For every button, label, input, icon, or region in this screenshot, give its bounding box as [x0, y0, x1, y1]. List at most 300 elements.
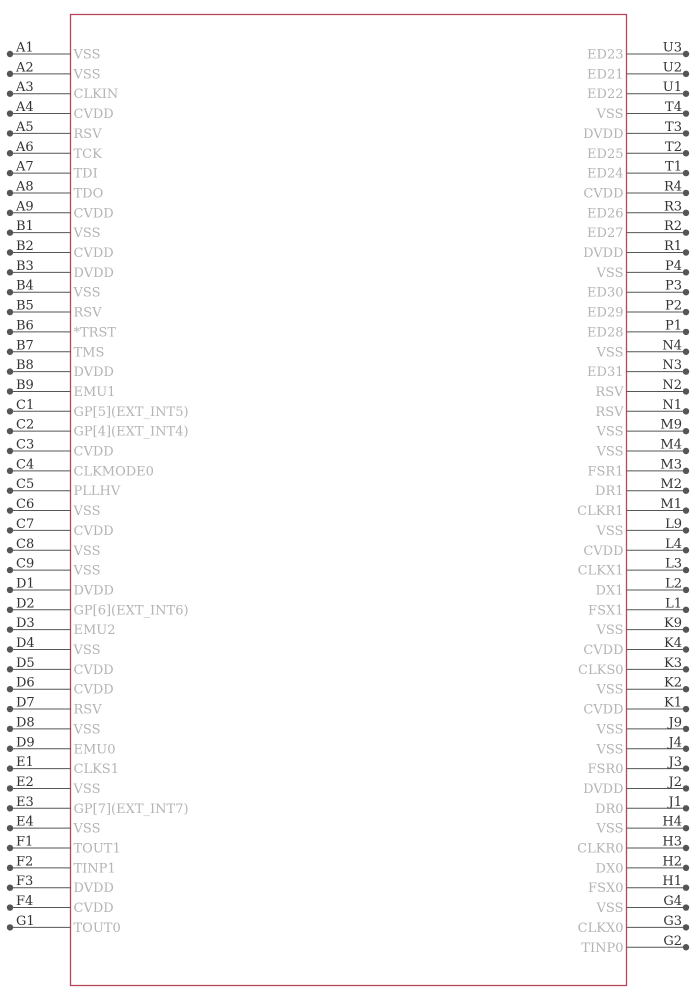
pin-endpoint-dot [7, 904, 13, 910]
pin-c2 [7, 418, 189, 440]
pin-a2 [7, 60, 101, 82]
pin-c4 [7, 457, 154, 479]
pin-name: DVDD [73, 365, 114, 381]
pin-name: FSR0 [587, 762, 624, 778]
pin-b6 [7, 318, 117, 340]
pin-endpoint-dot [683, 329, 689, 335]
pin-name: ED30 [587, 285, 624, 301]
pin-n4 [596, 338, 690, 360]
pin-d1 [7, 576, 114, 598]
pin-number: J2 [668, 774, 682, 790]
pin-name: CVDD [73, 901, 114, 917]
pin-name: ED25 [587, 146, 624, 162]
pin-number: G4 [663, 894, 682, 910]
pin-name: RSV [73, 305, 102, 321]
pin-number: B3 [16, 258, 34, 274]
pin-name: FSX0 [588, 881, 624, 897]
pin-name: DVDD [583, 781, 624, 797]
pin-number: T4 [665, 100, 682, 116]
pin-a4 [7, 100, 114, 122]
pin-h3 [577, 835, 689, 857]
pin-endpoint-dot [683, 944, 689, 950]
pin-endpoint-dot [7, 110, 13, 116]
pin-endpoint-dot [7, 210, 13, 216]
pin-endpoint-dot [7, 269, 13, 275]
pin-name: DVDD [73, 881, 114, 897]
pin-number: L9 [665, 516, 682, 532]
pin-endpoint-dot [7, 885, 13, 891]
pin-f3 [7, 874, 114, 896]
pin-name: CVDD [73, 682, 114, 698]
pin-n2 [595, 378, 689, 400]
pin-name: VSS [596, 523, 624, 539]
pin-name: CVDD [73, 444, 114, 460]
pin-name: CLKR1 [577, 504, 624, 520]
pin-name: DX0 [595, 861, 624, 877]
pin-endpoint-dot [683, 229, 689, 235]
pin-name: CVDD [583, 643, 624, 658]
pin-name: FSR1 [587, 464, 624, 480]
pin-endpoint-dot [683, 924, 689, 930]
pin-number: A3 [16, 80, 34, 96]
pin-number: A2 [16, 60, 34, 76]
pin-number: F2 [16, 854, 34, 870]
pin-number: C4 [16, 457, 35, 473]
pin-number: U1 [662, 80, 682, 96]
pin-number: T2 [665, 139, 682, 155]
pin-e2 [7, 775, 101, 797]
pin-number: J9 [668, 715, 682, 731]
pin-endpoint-dot [683, 765, 689, 771]
pin-number: C6 [16, 497, 35, 513]
pin-a3 [7, 80, 119, 102]
pin-l2 [596, 576, 690, 598]
pin-number: M9 [660, 417, 682, 433]
pin-endpoint-dot [7, 507, 13, 513]
pin-e3 [7, 795, 189, 817]
pin-t3 [583, 120, 689, 142]
pin-endpoint-dot [7, 488, 13, 494]
pin-endpoint-dot [683, 110, 689, 116]
pin-endpoint-dot [7, 51, 13, 57]
pin-c9 [7, 557, 101, 579]
pin-number: H2 [662, 854, 682, 870]
pin-name: CLKS1 [73, 762, 119, 778]
pin-d7 [7, 696, 102, 718]
pin-endpoint-dot [7, 428, 13, 434]
pin-number: C7 [16, 516, 35, 532]
pin-endpoint-dot [683, 150, 689, 156]
pin-endpoint-dot [683, 686, 689, 692]
pin-name: ED29 [587, 305, 624, 321]
pin-endpoint-dot [683, 388, 689, 394]
pin-endpoint-dot [683, 170, 689, 176]
pin-number: B5 [16, 298, 34, 314]
pin-d8 [7, 715, 101, 737]
pin-m2 [595, 477, 689, 499]
pin-d6 [7, 676, 114, 698]
pin-j9 [596, 715, 690, 737]
pin-r3 [587, 199, 689, 221]
pin-endpoint-dot [683, 567, 689, 573]
pin-name: CVDD [583, 186, 624, 202]
pin-number: C9 [16, 556, 35, 572]
pin-number: U2 [662, 60, 682, 76]
pin-name: VSS [596, 424, 624, 440]
pin-endpoint-dot [683, 309, 689, 315]
pin-l4 [583, 537, 689, 559]
pin-p4 [596, 259, 690, 281]
pin-endpoint-dot [683, 845, 689, 851]
pin-endpoint-dot [683, 805, 689, 811]
pin-number: A9 [16, 199, 34, 215]
pin-number: H1 [662, 874, 682, 890]
pin-endpoint-dot [7, 71, 13, 77]
pin-name: DVDD [583, 246, 624, 261]
pin-name: VSS [596, 722, 624, 738]
pin-name: VSS [596, 901, 624, 917]
pin-endpoint-dot [7, 726, 13, 732]
pin-endpoint-dot [7, 349, 13, 355]
pin-number: J1 [668, 794, 682, 810]
pin-endpoint-dot [683, 190, 689, 196]
pin-d9 [7, 735, 116, 757]
pin-endpoint-dot [683, 527, 689, 533]
pin-number: E2 [16, 774, 34, 790]
pin-name: VSS [596, 623, 624, 639]
pin-endpoint-dot [683, 507, 689, 513]
pin-endpoint-dot [7, 289, 13, 295]
pin-number: D4 [16, 636, 35, 651]
pin-d5 [7, 656, 114, 678]
pin-b7 [7, 338, 105, 360]
pin-name: ED27 [587, 226, 624, 242]
pin-name: ED31 [587, 365, 624, 381]
pin-name: EMU2 [73, 623, 116, 639]
pin-name: VSS [596, 682, 624, 698]
pin-j2 [583, 775, 689, 797]
pin-name: CVDD [583, 543, 624, 559]
pin-f4 [7, 894, 114, 916]
pin-name: ED24 [587, 166, 624, 182]
pin-endpoint-dot [7, 547, 13, 553]
pin-name: DVDD [583, 126, 624, 142]
left-pin-group [7, 41, 189, 936]
pin-number: A4 [16, 100, 34, 116]
pin-number: D6 [16, 675, 35, 691]
pin-name: CLKS0 [578, 662, 624, 678]
pin-k2 [596, 676, 690, 698]
pin-g1 [7, 914, 121, 936]
pin-name: ED21 [587, 67, 624, 83]
pin-endpoint-dot [683, 349, 689, 355]
pin-t4 [596, 100, 690, 122]
pin-number: M3 [660, 457, 682, 473]
pin-endpoint-dot [683, 666, 689, 672]
pin-number: D1 [16, 576, 35, 592]
pin-endpoint-dot [7, 785, 13, 791]
pin-name: CVDD [73, 523, 114, 539]
pin-name: GP[7](EXT_INT7) [73, 801, 189, 817]
pin-name: VSS [596, 345, 624, 361]
pin-t1 [587, 160, 689, 182]
pin-u2 [587, 60, 689, 82]
pin-number: B6 [16, 318, 34, 334]
pin-name: TOUT1 [73, 841, 121, 857]
pin-a7 [7, 160, 98, 182]
pin-endpoint-dot [7, 626, 13, 632]
pin-r4 [583, 179, 689, 201]
pin-number: T3 [665, 119, 682, 135]
pin-name: ED23 [587, 47, 624, 63]
pin-endpoint-dot [7, 567, 13, 573]
pin-endpoint-dot [683, 904, 689, 910]
pin-endpoint-dot [683, 607, 689, 613]
pin-number: K2 [664, 675, 682, 691]
pin-endpoint-dot [683, 51, 689, 57]
pin-name: VSS [73, 821, 101, 837]
pin-endpoint-dot [683, 587, 689, 593]
pin-endpoint-dot [683, 626, 689, 632]
pin-endpoint-dot [7, 229, 13, 235]
pin-k3 [578, 656, 689, 678]
pin-name: VSS [73, 563, 101, 579]
pin-h2 [596, 854, 690, 876]
pin-endpoint-dot [7, 91, 13, 97]
pin-name: RSV [595, 384, 624, 400]
pin-f1 [7, 835, 121, 857]
pin-endpoint-dot [683, 269, 689, 275]
pin-t2 [587, 140, 689, 162]
pin-endpoint-dot [683, 726, 689, 732]
pin-name: CLKX1 [577, 563, 624, 579]
pin-name: ED22 [587, 87, 624, 103]
pin-name: DVDD [73, 583, 114, 599]
pin-endpoint-dot [683, 91, 689, 97]
pin-k9 [596, 616, 690, 638]
pin-number: E3 [16, 794, 34, 810]
pin-endpoint-dot [7, 825, 13, 831]
pin-number: C3 [16, 437, 35, 453]
pin-c5 [7, 477, 121, 499]
pin-number: L1 [665, 596, 682, 612]
pin-c1 [7, 398, 189, 420]
pin-e4 [7, 815, 101, 837]
pin-j3 [588, 755, 690, 777]
pin-u1 [587, 80, 689, 102]
pin-name: GP[6](EXT_INT6) [73, 603, 189, 619]
pin-endpoint-dot [7, 765, 13, 771]
pin-endpoint-dot [7, 527, 13, 533]
pin-p2 [587, 299, 689, 321]
pin-endpoint-dot [7, 666, 13, 672]
pin-name: TINP1 [73, 861, 116, 877]
pin-name: VSS [596, 444, 624, 460]
pin-m9 [596, 418, 690, 440]
pin-name: DR1 [595, 484, 624, 500]
pin-number: B8 [16, 358, 34, 374]
pin-endpoint-dot [7, 587, 13, 593]
pin-number: J3 [668, 755, 682, 771]
pin-number: C8 [16, 536, 35, 552]
pin-a9 [7, 199, 114, 221]
pin-number: A6 [16, 139, 34, 155]
pin-endpoint-dot [683, 865, 689, 871]
pin-endpoint-dot [7, 865, 13, 871]
pin-number: D9 [16, 735, 35, 751]
pin-name: VSS [596, 742, 624, 758]
pin-name: *TRST [73, 325, 117, 341]
pin-name: ED28 [587, 325, 624, 341]
pin-b1 [7, 219, 101, 241]
pin-m1 [577, 497, 689, 519]
right-pin-group [577, 41, 689, 956]
pin-endpoint-dot [683, 130, 689, 136]
pin-number: P4 [664, 258, 682, 274]
pin-c8 [7, 537, 101, 559]
pin-name: RSV [595, 404, 624, 420]
pin-number: P1 [664, 318, 682, 334]
pin-number: U3 [662, 40, 682, 56]
pin-j1 [595, 795, 689, 817]
pin-name: VSS [596, 821, 624, 837]
pin-p1 [587, 318, 689, 340]
pin-number: B1 [16, 219, 34, 235]
pin-b5 [7, 299, 102, 321]
pin-number: A7 [16, 159, 34, 175]
pin-number: P3 [664, 278, 682, 294]
pin-name: VSS [73, 67, 101, 83]
pin-d2 [7, 596, 189, 618]
pin-name: CVDD [73, 107, 114, 123]
pin-number: M2 [660, 477, 682, 493]
pin-e1 [7, 755, 119, 777]
pin-name: DX1 [595, 583, 624, 599]
pin-name: TINP0 [581, 940, 624, 956]
pin-c7 [7, 517, 114, 539]
pin-name: CLKIN [73, 87, 119, 103]
pin-number: K4 [664, 636, 682, 651]
pin-number: K3 [664, 655, 682, 671]
pin-name: RSV [73, 702, 102, 718]
pin-name: TOUT0 [73, 920, 121, 936]
pin-name: FSX1 [588, 603, 624, 619]
pin-number: R4 [663, 179, 682, 195]
pin-name: GP[4](EXT_INT4) [73, 424, 189, 440]
pin-endpoint-dot [7, 448, 13, 454]
pin-endpoint-dot [683, 706, 689, 712]
pin-b3 [7, 259, 114, 281]
pin-endpoint-dot [7, 706, 13, 712]
pin-number: N3 [662, 358, 682, 374]
pin-h4 [596, 815, 690, 837]
pin-name: VSS [73, 47, 101, 63]
pin-f2 [7, 854, 116, 876]
pin-b9 [7, 378, 116, 400]
pin-n1 [595, 398, 689, 420]
pin-name: DR0 [595, 801, 624, 817]
pin-name: CVDD [73, 662, 114, 678]
pin-endpoint-dot [7, 190, 13, 196]
pin-number: G3 [663, 913, 682, 929]
pin-number: G1 [16, 913, 35, 929]
pin-endpoint-dot [7, 150, 13, 156]
pin-endpoint-dot [7, 388, 13, 394]
pin-name: VSS [596, 265, 624, 281]
pin-name: VSS [73, 722, 101, 738]
pin-number: L3 [665, 556, 682, 572]
pin-number: C5 [16, 477, 35, 493]
pin-endpoint-dot [7, 329, 13, 335]
pin-number: M4 [660, 437, 682, 453]
pin-b4 [7, 279, 101, 301]
pin-endpoint-dot [683, 71, 689, 77]
pin-g4 [596, 894, 690, 916]
pin-b8 [7, 358, 114, 380]
pin-a6 [7, 140, 102, 162]
pin-number: G2 [663, 933, 682, 949]
pin-name: ED26 [587, 206, 624, 222]
pin-name: EMU1 [73, 384, 116, 400]
pin-endpoint-dot [7, 845, 13, 851]
pin-endpoint-dot [683, 428, 689, 434]
pin-endpoint-dot [7, 170, 13, 176]
pin-endpoint-dot [683, 448, 689, 454]
pin-endpoint-dot [7, 924, 13, 930]
pin-endpoint-dot [7, 368, 13, 374]
pin-a1 [7, 41, 101, 63]
pin-c6 [7, 497, 101, 519]
component-body [71, 15, 627, 986]
pin-name: TMS [73, 345, 105, 361]
pin-name: VSS [73, 285, 101, 301]
pin-b2 [7, 239, 114, 261]
pin-l3 [578, 557, 690, 579]
pin-endpoint-dot [7, 805, 13, 811]
pin-number: D5 [16, 655, 35, 671]
pin-g2 [581, 934, 689, 956]
pin-name: CVDD [73, 246, 114, 261]
pin-number: B9 [16, 377, 34, 393]
pin-name: EMU0 [73, 742, 116, 758]
pin-number: D2 [16, 596, 35, 612]
pin-endpoint-dot [7, 468, 13, 474]
pin-number: N2 [662, 377, 682, 393]
pin-endpoint-dot [7, 249, 13, 255]
pin-number: F3 [16, 874, 34, 890]
pin-name: VSS [73, 543, 101, 559]
pin-number: R1 [663, 239, 682, 254]
pin-name: TDO [73, 186, 104, 202]
pin-endpoint-dot [683, 468, 689, 474]
pin-endpoint-dot [683, 289, 689, 295]
pin-endpoint-dot [7, 408, 13, 414]
pin-endpoint-dot [7, 607, 13, 613]
pin-number: C2 [16, 417, 35, 433]
pin-r2 [587, 219, 689, 241]
pin-m3 [588, 457, 690, 479]
pin-number: R3 [663, 199, 682, 215]
pin-l9 [596, 517, 690, 539]
pin-endpoint-dot [683, 825, 689, 831]
pin-k1 [583, 696, 689, 718]
pin-endpoint-dot [7, 746, 13, 752]
pin-number: D8 [16, 715, 35, 731]
pin-name: CVDD [583, 702, 624, 718]
pin-number: A8 [16, 179, 34, 195]
pin-name: VSS [73, 781, 101, 797]
pin-endpoint-dot [7, 309, 13, 315]
